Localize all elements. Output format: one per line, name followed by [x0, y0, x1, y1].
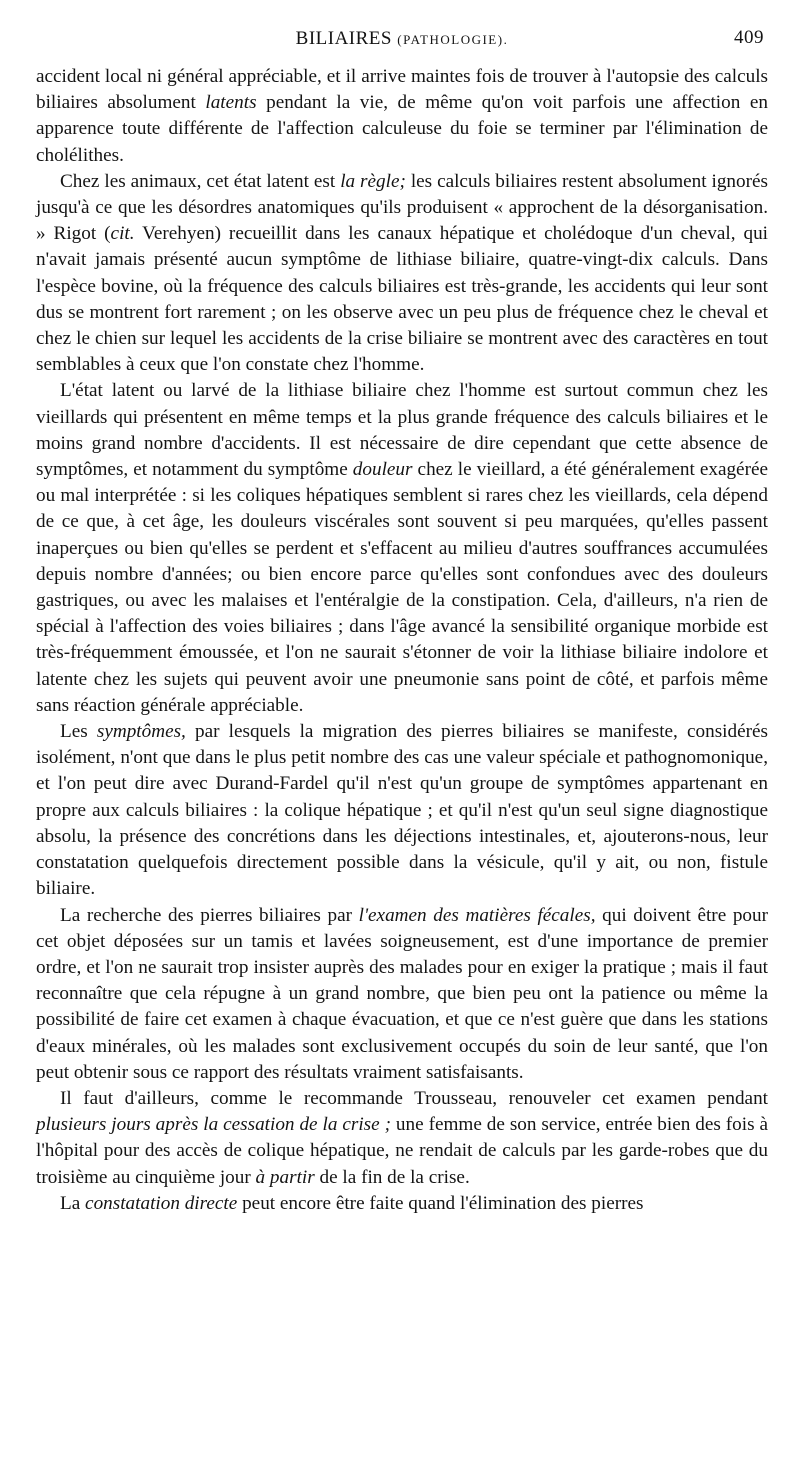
page-number: 409: [734, 27, 764, 48]
document-page: [36, 22, 768, 1217]
paragraph: L'état latent ou larvé de la lithiase biliaire chez l'homme est surtout commun chez les vieillards qui présentent en même temps et la plus grande fréquence des calculs biliaires et le moins grand nombre d'accidents. Il est nécessaire de dire cependant que cette absence de symptômes, et notamment du symptôme douleur chez le vieillard, a été généralement exagérée ou mal interprétée : si les coliques hépatiques semblent si rares chez les vieillards, cela dépend de ce que, à cet âge, les douleurs viscérales sont souvent si peu marquées, qu'elles passent inaperçues ou bien qu'elles se perdent et s'effacent au milieu d'autres souffrances accumulées depuis nombre d'années; ou bien encore parce qu'elles sont confondues avec des douleurs gastriques, ou avec les malaises et l'entéralgie de la constipation. Cela, d'ailleurs, n'a rien de spécial à l'affection des voies biliaires ; dans l'âge avancé la sensibilité organique morbide est très-fréquemment émoussée, et l'on ne saurait s'étonner de voir la lithiase biliaire indolore et latente chez les sujets qui peuvent avoir une pneumonie sans point de côté, et parfois même sans réaction générale appréciable.: [36, 380, 768, 716]
paragraph: Chez les animaux, cet état latent est la règle; les calculs biliaires restent absolument ignorés jusqu'à ce que les désordres anatomiques qu'ils produisent « approchent de la désorganisation. » Rigot (cit. Verehyen) recueillit dans les canaux hépatique et cholédoque d'un cheval, qui n'avait jamais présenté aucun symptôme de lithiase biliaire, quatre-vingt-dix calculs. Dans l'espèce bovine, où la fréquence des calculs biliaires est très-grande, les accidents qui leur sont dus se montrent fort rarement ; on les observe avec un peu plus de fréquence chez le cheval et chez le chien sur lequel les accidents de la crise biliaire se montrent avec des caractères en tout semblables à ceux que l'on constate chez l'homme.: [36, 170, 768, 376]
running-title: [36, 28, 768, 50]
paragraph: La constatation directe peut encore être faite quand l'élimination des pierres: [60, 1192, 644, 1214]
paragraph: Il faut d'ailleurs, comme le recommande Trousseau, renouveler cet examen pendant plusieurs jours après la cessation de la crise ; une femme de son service, entrée bien des fois à l'hôpital pour des accès de colique hépatique, ne rendait de calculs par les garde-robes que du troisième au cinquième jour à partir de la fin de la crise.: [36, 1087, 768, 1188]
header-subtitle: (PATHOLOGIE).: [397, 32, 509, 47]
paragraph: La recherche des pierres biliaires par l'examen des matières fécales, qui doivent être pour cet objet déposées sur un tamis et lavées soigneusement, est d'une importance de premier ordre, et l'on ne saurait trop insister auprès des malades pour en exiger la pratique ; mais il faut reconnaître que cela répugne à un grand nombre, que bien peu ont la patience ou même la possibilité de faire cet examen à chaque évacuation, et que ce n'est guère que dans les stations d'eaux minérales, où les malades sont exclusivement occupés du soin de leur santé, que l'on peut obtenir sous ce rapport des résultats vraiment satisfaisants.: [36, 904, 768, 1083]
running-header: [36, 22, 768, 52]
paragraph: accident local ni général appréciable, et il arrive maintes fois de trouver à l'autopsie des calculs biliaires absolument latents pendant la vie, de même qu'on voit parfois une affection en apparence toute différente de l'affection calculeuse du foie se terminer par l'élimination de cholélithes.: [36, 66, 768, 166]
paragraph: Les symptômes, par lesquels la migration des pierres biliaires se manifeste, considérés isolément, n'ont que dans le plus petit nombre des cas une valeur spéciale et pathognomonique, et l'on peut dire avec Durand-Fardel qu'il n'est qu'un groupe de symptômes appartenant en propre aux calculs biliaires : la colique hépatique ; et qu'il n'est qu'un seul signe diagnostique absolu, la présence des concrétions dans les déjections intestinales, et, ajouterons-nous, leur constatation quelquefois directement possible dans la vésicule, qu'il y ait, ou non, fistule biliaire.: [36, 721, 768, 900]
header-title: BILIAIRES: [295, 28, 392, 49]
body-text: [36, 64, 768, 1217]
